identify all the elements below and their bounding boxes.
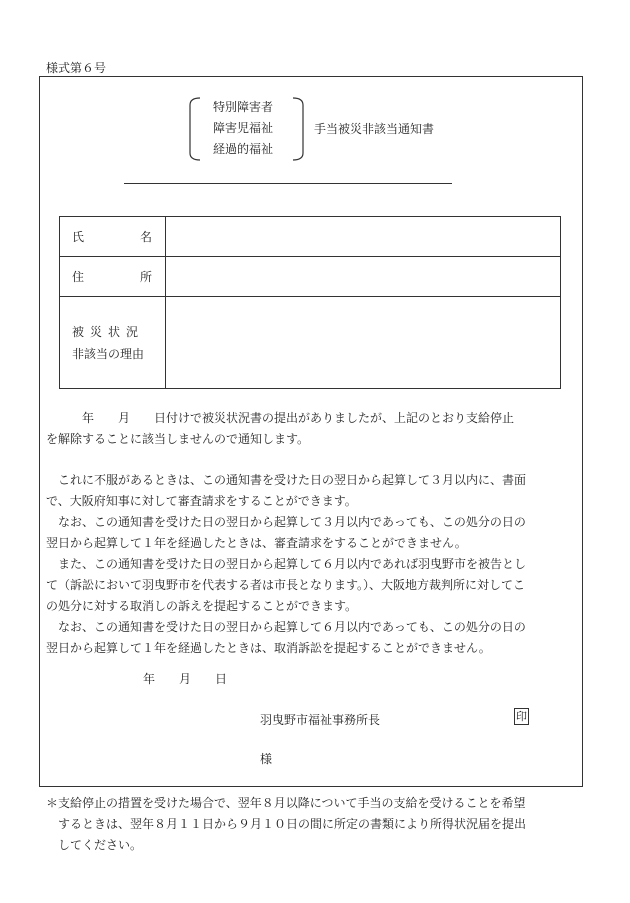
reason-label-line-2: 非該当の理由	[72, 346, 145, 361]
recipient-honorific: 様	[260, 752, 273, 766]
seal-stamp: 印	[516, 710, 527, 723]
footnote: ＊支給停止の措置を受けた場合で、翌年８月以降について手当の支給を受けることを希望 するときは、翌年８月１１日から９月１０日の間に所定の書類により所得状況届を提出 してください。	[46, 796, 527, 852]
name-field[interactable]	[166, 217, 561, 257]
title-option-3: 経過的福祉	[213, 142, 274, 156]
intro-paragraph: 年 月 日付けで被災状況書の提出がありましたが、上記のとおり支給停止 を解除することに該当しませんので通知します。	[46, 411, 515, 446]
appeal-paragraphs: これに不服があるときは、この通知書を受けた日の翌日から起算して３月以内に、書面 で、大阪府知事に対して審査請求をすることができます。 なお、この通知書を受けた日の翌日から起算して３月以内であっても、この処分の日の 翌日から起算して１年を経過したときは、審査請求をすることができません。 また、この通知書を受けた日の翌日から起算して６月以内であれば羽曳野市を被告とし て（訴訟において羽曳野市を代表する者は市長となります。）、大阪地方裁判所に対してこ の処分に対する取消しの訴えを提起することができます。 なお、この通知書を受けた日の翌日から起算して６月以内であっても、この処分の日の 翌日から起算して１年を経過したときは、取消訴訟を提起することができません。	[46, 473, 527, 655]
reason-label	[60, 297, 166, 389]
reason-label-line-1: 被災状況	[72, 324, 145, 339]
office-name: 羽曳野市福祉事務所長	[260, 713, 381, 727]
title-underline	[124, 183, 452, 184]
title-option-2: 障害児福祉	[213, 121, 274, 135]
address-field[interactable]	[166, 257, 561, 297]
left-brace	[187, 97, 201, 161]
title-option-1: 特別障害者	[213, 100, 274, 114]
document-title: 手当被災非該当通知書	[314, 122, 435, 136]
issue-date: 年 月 日	[143, 672, 228, 686]
form-number: 様式第６号	[46, 61, 107, 75]
info-table	[59, 216, 561, 389]
address-label: 住 所	[60, 257, 166, 297]
right-brace	[292, 97, 306, 161]
name-label: 氏 名	[60, 217, 166, 257]
reason-field[interactable]	[166, 297, 561, 389]
